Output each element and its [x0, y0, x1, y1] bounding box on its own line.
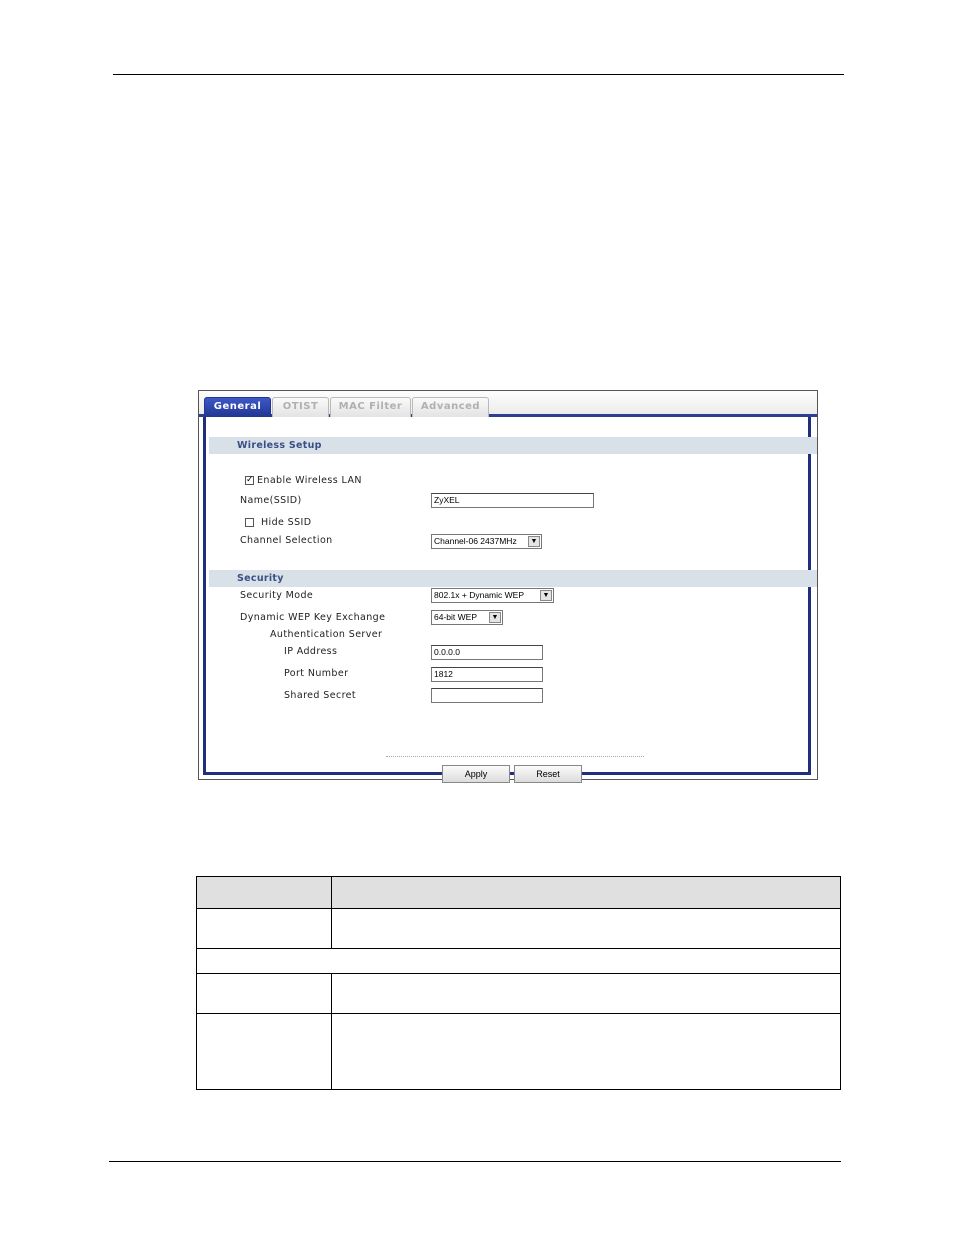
settings-panel	[203, 417, 811, 779]
chevron-down-icon[interactable]: ▼	[528, 536, 540, 547]
ssid-input[interactable]: ZyXEL	[431, 493, 594, 508]
table-cell	[197, 909, 332, 949]
channel-select-value: Channel-06 2437MHz	[434, 536, 517, 546]
chevron-down-icon[interactable]: ▼	[540, 590, 552, 601]
wep-key-exchange-label: Dynamic WEP Key Exchange	[240, 612, 386, 623]
table-cell	[332, 877, 841, 909]
security-mode-value: 802.1x + Dynamic WEP	[434, 590, 524, 600]
security-mode-label: Security Mode	[240, 590, 314, 601]
header-rule	[113, 74, 844, 75]
table-cell	[332, 974, 841, 1014]
footer-rule	[109, 1161, 841, 1162]
table-row	[197, 1014, 841, 1090]
wep-key-exchange-select[interactable]	[431, 610, 503, 625]
table-row	[197, 877, 841, 909]
ssid-label: Name(SSID)	[240, 495, 302, 506]
table-cell	[197, 877, 332, 909]
enable-wireless-lan-label: Enable Wireless LAN	[257, 475, 362, 486]
table-cell	[197, 1014, 332, 1090]
table-row	[197, 949, 841, 974]
divider	[386, 756, 644, 757]
security-heading: Security	[209, 570, 817, 587]
ip-address-input[interactable]: 0.0.0.0	[431, 645, 543, 660]
hide-ssid-label: Hide SSID	[261, 517, 312, 528]
tab-advanced[interactable]: Advanced	[412, 397, 489, 417]
channel-selection-label: Channel Selection	[240, 535, 333, 546]
table-cell	[332, 1014, 841, 1090]
shared-secret-label: Shared Secret	[284, 690, 357, 701]
table-cell	[197, 974, 332, 1014]
wireless-settings-screenshot	[198, 390, 818, 780]
table-cell	[197, 949, 841, 974]
table-cell	[332, 909, 841, 949]
security-mode-select[interactable]	[431, 588, 554, 603]
field-description-table	[196, 876, 841, 1090]
table-row	[197, 974, 841, 1014]
chevron-down-icon[interactable]: ▼	[489, 612, 501, 623]
hide-ssid-checkbox[interactable]	[245, 518, 254, 527]
enable-wireless-lan-checkbox[interactable]: ✓	[246, 475, 254, 485]
wireless-setup-heading: Wireless Setup	[209, 437, 817, 454]
table-row	[197, 909, 841, 949]
port-number-label: Port Number	[284, 668, 349, 679]
tab-bar	[199, 391, 817, 417]
ip-address-label: IP Address	[284, 646, 338, 657]
apply-button[interactable]: Apply	[442, 765, 510, 783]
wep-key-exchange-value: 64-bit WEP	[434, 612, 477, 622]
tab-otist[interactable]: OTIST	[272, 397, 329, 417]
tab-general[interactable]: General	[204, 397, 271, 417]
channel-select[interactable]	[431, 534, 542, 549]
port-number-input[interactable]: 1812	[431, 667, 543, 682]
tab-mac-filter[interactable]: MAC Filter	[330, 397, 411, 417]
reset-button[interactable]: Reset	[514, 765, 582, 783]
authentication-server-label: Authentication Server	[270, 629, 383, 640]
shared-secret-input[interactable]	[431, 688, 543, 703]
